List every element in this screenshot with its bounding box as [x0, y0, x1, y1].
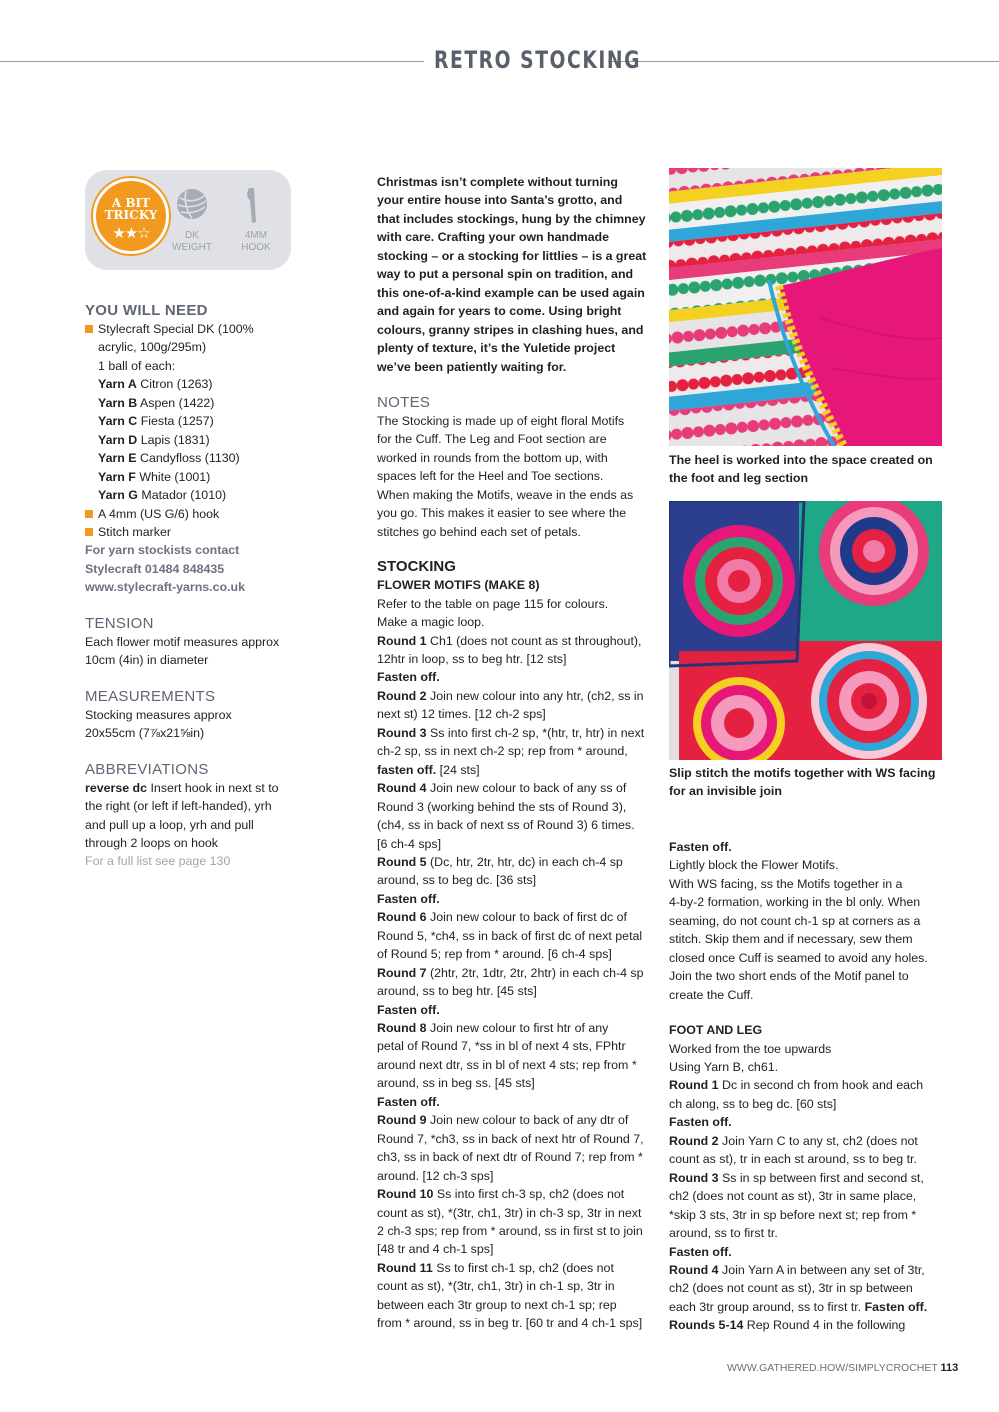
round-3: Round 3 Ss in sp between first and second st, [669, 1170, 924, 1185]
round-1: Round 1 Dc in second ch from hook and each [669, 1078, 924, 1093]
notes-text: worked in rounds from the bottom up, with [377, 450, 608, 465]
pattern-line: each 3tr group around, ss to first tr. Fasten off. [669, 1299, 928, 1314]
measurements-heading: MEASUREMENTS [85, 687, 216, 705]
list-item: Stitch marker [85, 523, 305, 541]
pattern-line: seaming, do not count ch-1 sp at corners as a [669, 913, 921, 928]
pattern-line: Round 7, *ch3, ss in back of next htr of Round 7, [377, 1131, 644, 1146]
flower-motifs-heading: FLOWER MOTIFS (MAKE 8) [377, 578, 540, 593]
page-footer [727, 1362, 958, 1374]
heel-photo-illustration [669, 168, 942, 446]
tension-heading: TENSION [85, 614, 154, 632]
fasten-off: Fasten off. [669, 1244, 732, 1259]
fasten-off: Fasten off. [377, 1002, 440, 1017]
round-1: Round 1 Ch1 (does not count as st throughout), [377, 633, 642, 648]
pattern-line: next st) 12 times. [12 ch-2 sps] [377, 707, 546, 722]
pattern-line: closed once Cuff is seamed to avoid any holes. [669, 950, 928, 965]
header-rule-left [0, 61, 424, 62]
stockist-phone: Stylecraft 01484 848435 [85, 561, 225, 576]
photo-heel-caption: The heel is worked into the space created on the foot and leg section [669, 453, 933, 486]
abbreviation-entry: and pull up a loop, yrh and pull [85, 817, 254, 832]
stockist-text: For yarn stockists contact [85, 543, 240, 558]
stocking-heading: STOCKING [377, 558, 456, 576]
notes-text: for the Cuff. The Leg and Foot section are [377, 432, 607, 447]
list-item-cont: acrylic, 100g/295m) [98, 340, 207, 355]
notes-text: spaces left for the Heel and Toe sections. [377, 469, 604, 484]
pattern-line: 4-by-2 formation, working in the bl only. When [669, 895, 921, 910]
pattern-line: Using Yarn B, ch61. [669, 1059, 779, 1074]
abbreviation-entry: reverse dc Insert hook in next st to [85, 780, 279, 795]
notes-text: When making the Motifs, weave in the ends as [377, 487, 634, 502]
yarn-ball-icon [176, 188, 208, 220]
round-8: Round 8 Join new colour to first htr of any [377, 1021, 609, 1036]
yarn-item: Yarn D Lapis (1831) [98, 432, 210, 447]
pattern-line: [48 tr and 4 ch-1 sps] [377, 1242, 494, 1257]
round-5: Round 5 (Dc, htr, 2tr, htr, dc) in each ch-4 sp [377, 854, 623, 869]
pattern-line: count as st), *(3tr, ch1, 3tr) in ch-3 sp, 3tr in next [377, 1205, 642, 1220]
page-number: 113 [940, 1362, 959, 1374]
round-2: Round 2 Join Yarn C to any st, ch2 (does not [669, 1133, 918, 1148]
notes-text: you go. This makes it easier to see where the [377, 506, 627, 521]
fasten-off: Fasten off. [669, 1115, 732, 1130]
pattern-line: Refer to the table on page 115 for colours. [377, 596, 609, 611]
rounds-5-14: Rounds 5-14 Rep Round 4 in the following [669, 1318, 906, 1333]
fasten-off: Fasten off. [377, 670, 440, 685]
list-item: A 4mm (US G/6) hook [85, 505, 305, 523]
fasten-off: Fasten off. [669, 840, 732, 854]
foot-and-leg-heading: FOOT AND LEG [669, 1023, 763, 1038]
pattern-line: Lightly block the Flower Motifs. [669, 858, 839, 873]
middle-column [377, 173, 662, 1333]
pattern-line: ch2 (does not count as st), 3tr in sp between [669, 1281, 913, 1296]
round-2: Round 2 Join new colour into any htr, (ch2, ss in [377, 688, 644, 703]
pattern-line: *skip 3 sts, 3tr in sp before next st; rep from * [669, 1207, 917, 1222]
round-11: Round 11 Ss to first ch-1 sp, ch2 (does not [377, 1260, 614, 1275]
pattern-line: from * around, ss in beg tr. [60 tr and 4 ch-1 sps] [377, 1316, 643, 1331]
pattern-line: Worked from the toe upwards [669, 1041, 832, 1056]
pattern-line: around. [12 ch-3 sps] [377, 1168, 494, 1183]
photo-motifs-caption: Slip stitch the motifs together with WS facing for an invisible join [669, 766, 936, 799]
pattern-line: Join the two short ends of the Motif panel to [669, 969, 909, 984]
you-will-need-heading: YOU WILL NEED [85, 302, 208, 319]
yarn-item: Yarn E Candyfloss (1130) [98, 451, 240, 466]
yarn-item: Yarn F White (1001) [98, 469, 211, 484]
measurements-text: 20x55cm (7⅞x21⅝in) [85, 726, 205, 741]
motifs-photo-illustration [669, 501, 942, 760]
pattern-line: fasten off. [24 sts] [377, 762, 480, 777]
pattern-line: ch along, ss to beg dc. [60 sts] [669, 1096, 837, 1111]
pattern-line: between each 3tr group to next ch-1 sp; rep [377, 1297, 617, 1312]
pattern-line: around, ss to first tr. [669, 1226, 778, 1241]
fasten-off: Fasten off. [377, 1094, 440, 1109]
round-9: Round 9 Join new colour to back of any dtr of [377, 1113, 629, 1128]
abbreviations-heading: ABBREVIATIONS [85, 760, 209, 778]
pattern-line: Make a magic loop. [377, 615, 485, 630]
pattern-line: ch2 (does not count as st), 3tr in same place, [669, 1189, 917, 1204]
page-title: RETRO STOCKING [434, 46, 642, 74]
tension-text: Each flower motif measures approx [85, 634, 280, 649]
pattern-line: count as st), *(3tr, ch1, 3tr) in ch-1 sp, 3tr in [377, 1279, 615, 1294]
pattern-line: [6 ch-4 sps] [377, 836, 442, 851]
abbreviation-entry: the right (or left if left-handed), yrh [85, 799, 272, 814]
abbreviation-more: For a full list see page 130 [85, 854, 231, 869]
difficulty-badge [93, 178, 169, 254]
pattern-line: 12htr in loop, ss to beg htr. [12 sts] [377, 651, 567, 666]
measurements-text: Stocking measures approx [85, 707, 232, 722]
tension-text: 10cm (4in) in diameter [85, 653, 209, 668]
round-3: Round 3 Ss into first ch-2 sp, *(htr, tr, htr) in next [377, 725, 645, 740]
pattern-line: of Round 5; rep from * around. [6 ch-4 sps] [377, 947, 612, 962]
pattern-line: Round 5, *ch4, ss in back of first dc of next petal [377, 928, 643, 943]
yarn-item: Yarn A Citron (1263) [98, 377, 213, 392]
round-4: Round 4 Join new colour to back of any ss of [377, 781, 627, 796]
round-10: Round 10 Ss into first ch-3 sp, ch2 (does not [377, 1187, 625, 1202]
notes-text: The Stocking is made up of eight floral Motifs [377, 413, 625, 428]
pattern-line: count as st), tr in each st around, ss to beg tr. [669, 1152, 917, 1167]
notes-text: stitches go behind each set of petals. [377, 524, 581, 539]
yarn-item: Yarn B Aspen (1422) [98, 395, 215, 410]
abbreviation-entry: through 2 loops on hook [85, 835, 218, 850]
yarn-item: Yarn G Matador (1010) [98, 488, 227, 503]
yarn-item: Yarn C Fiesta (1257) [98, 414, 214, 429]
pattern-line: around, ss to beg dc. [36 sts] [377, 873, 537, 888]
pattern-line: 2 ch-3 sps; rep from * around, ss in first st to join [377, 1224, 643, 1239]
photo-motifs [669, 501, 942, 760]
pattern-line: stitch. Skip them and if necessary, sew them [669, 932, 913, 947]
round-4: Round 4 Join Yarn A in between any set of 3tr, [669, 1262, 925, 1277]
photo-heel [669, 168, 942, 446]
notes-heading: NOTES [377, 393, 431, 411]
weight-label: DK WEIGHT [172, 230, 212, 253]
pattern-line: petal of Round 7, *ss in bl of next 4 sts, FPhtr [377, 1039, 626, 1054]
round-7: Round 7 (2htr, 2tr, 1dtr, 2tr, 2htr) in each ch-4 sp [377, 965, 644, 980]
intro-paragraph: Christmas isn’t complete without turning your entire house into Santa’s grotto, and that includes stockings, hung by the chimney with care. Crafting your own handmade stocking – or a stocking for littlies – is a great way to put a personal spin on tradition, and this one-of-a-kind example can be used again and again for years to come. Using bright colours, granny stripes in clashing hues, and plenty of texture, it’s the Yuletide project we’ve been patiently waiting for. [377, 175, 647, 374]
crochet-hook-icon [243, 186, 263, 224]
right-column [669, 838, 959, 1335]
round-6: Round 6 Join new colour to back of first dc of [377, 910, 627, 925]
pattern-line: (ch4, ss in back of next ss of Round 3) 6 times. [377, 818, 635, 833]
pattern-line: ch-2 sp, ss in next ch-2 sp; rep from * around, [377, 744, 628, 759]
pattern-line: create the Cuff. [669, 987, 754, 1002]
pattern-line: Round 3 (working behind the sts of Round 3), [377, 799, 627, 814]
pattern-line: around, ss in beg ss. [45 sts] [377, 1076, 535, 1091]
list-item: Stylecraft Special DK (100% [85, 320, 305, 338]
hook-label: 4MM HOOK [241, 230, 271, 253]
list-item-cont: 1 ball of each: [98, 358, 176, 373]
header-rule-right [608, 61, 999, 62]
pattern-line: around next dtr, ss in bl of next 4 sts; rep from * [377, 1057, 637, 1072]
difficulty-stars: ★★☆ [112, 225, 150, 242]
pattern-line: With WS facing, ss the Motifs together in a [669, 876, 903, 891]
left-column [85, 300, 305, 871]
pattern-line: around, ss to beg htr. [45 sts] [377, 984, 537, 999]
pattern-line: ch3, ss in back of next dtr of Round 7; rep from * [377, 1150, 643, 1165]
difficulty-label: A BIT TRICKY [104, 196, 158, 222]
stockist-link[interactable]: www.stylecraft-yarns.co.uk [85, 580, 245, 595]
fasten-off: Fasten off. [377, 891, 440, 906]
footer-url[interactable]: WWW.GATHERED.HOW/SIMPLYCROCHET [727, 1362, 938, 1374]
